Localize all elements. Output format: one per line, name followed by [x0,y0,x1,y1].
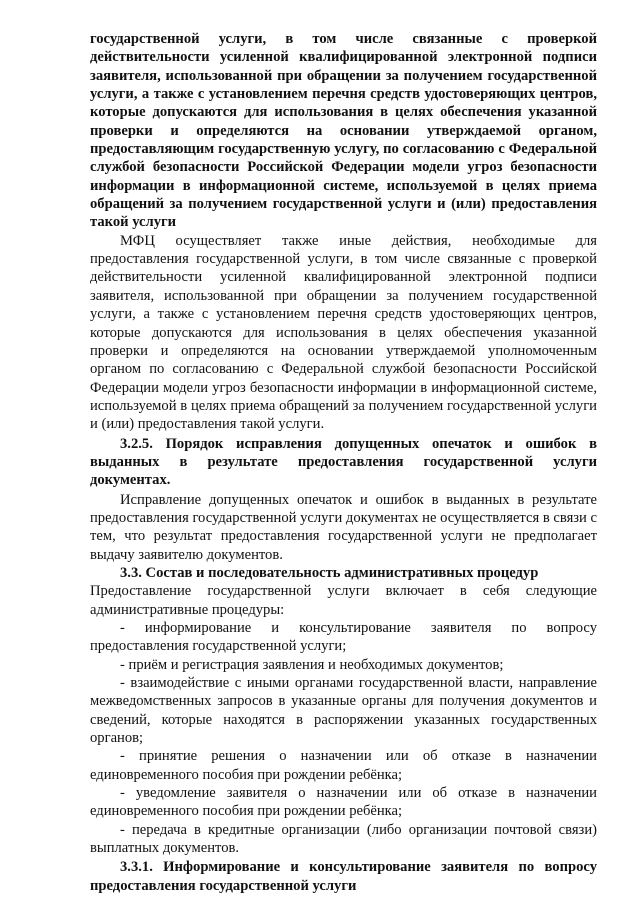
paragraph-mfc-actions: МФЦ осуществляет также иные действия, необходимые для предоставления государственной услуги, в том числе связанные с проверкой действительности усиленной квалифицированной электронной подписи заявителя, использованной при обращении за получением государственной услуги, а также с установлением перечня средств удостоверяющих центров, которые допускаются для использования в целях обеспечения указанной проверки и определяются на основании утверждаемой уполномоченным органом по согласованию с Федеральной службой безопасности Российской Федерации модели угроз безопасности информации в информационной системе, используемой в целях приема обращений за получением государственной услуги и (или) предоставления такой услуги. [90,232,597,433]
list-item-informing: - информирование и консультирование заявителя по вопросу предоставления государственной услуги; [90,620,597,655]
list-item-notification: - уведомление заявителя о назначении или об отказе в назначении единовременного пособия при рождении ребёнка; [90,785,597,820]
paragraph-corrections: Исправление допущенных опечаток и ошибок в выданных в результате предоставления государственной услуги документах не осуществляется в связи с тем, что результат предоставления государственной услуги не предполагает выдачу заявителю документов. [90,491,597,563]
paragraph-continuation-bold: государственной услуги, в том числе связанные с проверкой действительности усиленной квалифицированной электронной подписи заявителя, использованной при обращении за получением государственной услуги, а также с установлением перечня средств удостоверяющих центров, которые допускаются для использования в целях обеспечения указанной проверки и определяются на основании утверждаемой органом, предоставляющим государственную услугу, по согласованию с Федеральной службой безопасности Российской Федерации модели угроз безопасности информации в информационной системе, используемой в целях приема обращений за получением государственной услуги и (или) предоставления такой услуги [90,31,597,231]
section-heading-3-3: 3.3. Состав и последовательность административных процедур [120,564,539,581]
section-heading-3-3-1: 3.3.1. Информирование и консультирование заявителя по вопросу предоставления государственной услуги [90,859,597,894]
list-item-decision: - принятие решения о назначении или об отказе в назначении единовременного пособия при рождении ребёнка; [90,748,597,783]
paragraph-procedures-intro: Предоставление государственной услуги включает в себя следующие административные процедуры: [90,583,597,618]
list-item-transfer: - передача в кредитные организации (либо организации почтовой связи) выплатных документов. [90,821,597,857]
list-item-interaction: - взаимодействие с иными органами государственной власти, направление межведомственных запросов в указанные органы для получения документов и сведений, которые находятся в распоряжении указанных государственных органов; [90,675,597,747]
section-heading-3-2-5: 3.2.5. Порядок исправления допущенных опечаток и ошибок в выданных в результате предоставления государственной услуги документах. [90,435,597,489]
list-item-reception: - приём и регистрация заявления и необходимых документов; [120,656,504,673]
